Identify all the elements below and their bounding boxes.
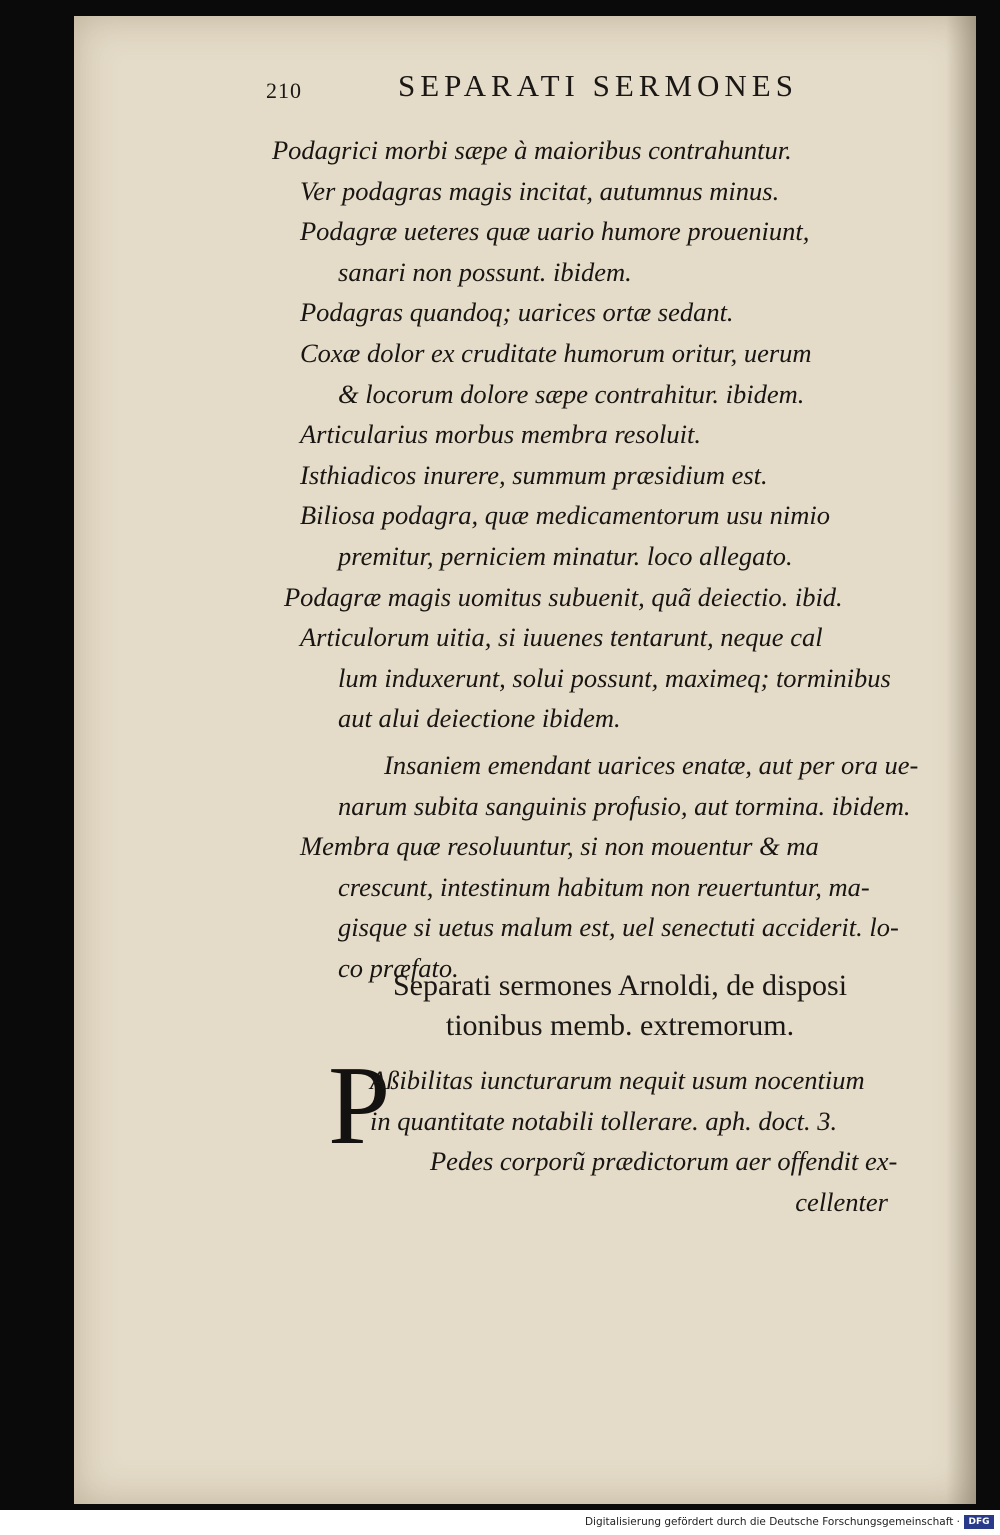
- running-head: SEPARATI SERMONES: [398, 68, 798, 103]
- page-gutter-shadow: [946, 16, 976, 1504]
- text-line: Isthiadicos inurere, summum præsidium est.: [300, 459, 768, 490]
- heading-line: tionibus memb. extremorum.: [445, 1009, 795, 1042]
- text-line: sanari non possunt. ibidem.: [338, 256, 632, 287]
- section-heading: [300, 966, 940, 1046]
- text-line: Podagras quandoq; uarices ortæ sedant.: [300, 297, 734, 328]
- drop-cap: P: [328, 1044, 391, 1168]
- footer-bar: [0, 1510, 1000, 1535]
- text-line: aut alui deiectione ibidem.: [338, 703, 621, 734]
- text-line: Biliosa podagra, quæ medicamentorum usu nimio: [300, 500, 830, 531]
- text-line: Articularius morbus membra resoluit.: [300, 419, 701, 450]
- text-line: Pedes corporũ prædictorum aer offendit ex-: [430, 1146, 898, 1177]
- text-line: Podagræ ueteres quæ uario humore proueniunt,: [300, 216, 810, 247]
- text-line: Articulorum uitia, si iuuenes tentarunt, neque cal: [300, 622, 823, 653]
- text-line: Insaniem emendant uarices enatæ, aut per ora ue-: [384, 749, 919, 780]
- paragraph-after-heading: [260, 1044, 900, 1222]
- text-line: cellenter: [795, 1186, 888, 1217]
- text-line: in quantitate notabili tollerare. aph. doct. 3.: [370, 1105, 838, 1136]
- page-number: 210: [266, 78, 302, 103]
- page-header: [266, 68, 906, 108]
- text-line: & locorum dolore sæpe contrahitur. ibidem.: [338, 378, 805, 409]
- text-line: narum subita sanguinis profusio, aut tormina. ibidem.: [338, 790, 911, 821]
- heading-line: Separati sermones Arnoldi, de disposi: [392, 969, 848, 1002]
- text-line: crescunt, intestinum habitum non reuertuntur, ma-: [338, 871, 870, 902]
- text-line: Podagræ magis uomitus subuenit, quã deiectio. ibid.: [284, 581, 843, 612]
- text-line: Podagrici morbi sæpe à maioribus contrahuntur.: [272, 135, 792, 165]
- text-line: Aßibilitas iuncturarum nequit usum nocentium: [370, 1065, 865, 1095]
- body-text: [260, 130, 919, 988]
- dfg-logo: DFG: [964, 1515, 994, 1529]
- text-line: Coxæ dolor ex cruditate humorum oritur, uerum: [300, 337, 812, 368]
- footer-credit: Digitalisierung gefördert durch die Deutsche Forschungsgemeinschaft ·: [584, 1516, 960, 1528]
- text-line: premitur, perniciem minatur. loco allegato.: [338, 540, 793, 571]
- text-line: Membra quæ resoluuntur, si non mouentur & ma: [300, 831, 819, 862]
- text-line: Ver podagras magis incitat, autumnus minus.: [300, 175, 780, 206]
- text-line: co præfato.: [338, 952, 459, 983]
- text-line: gisque si uetus malum est, uel senectuti acciderit. lo-: [338, 912, 899, 943]
- text-line: lum induxerunt, solui possunt, maximeq; torminibus: [338, 662, 891, 693]
